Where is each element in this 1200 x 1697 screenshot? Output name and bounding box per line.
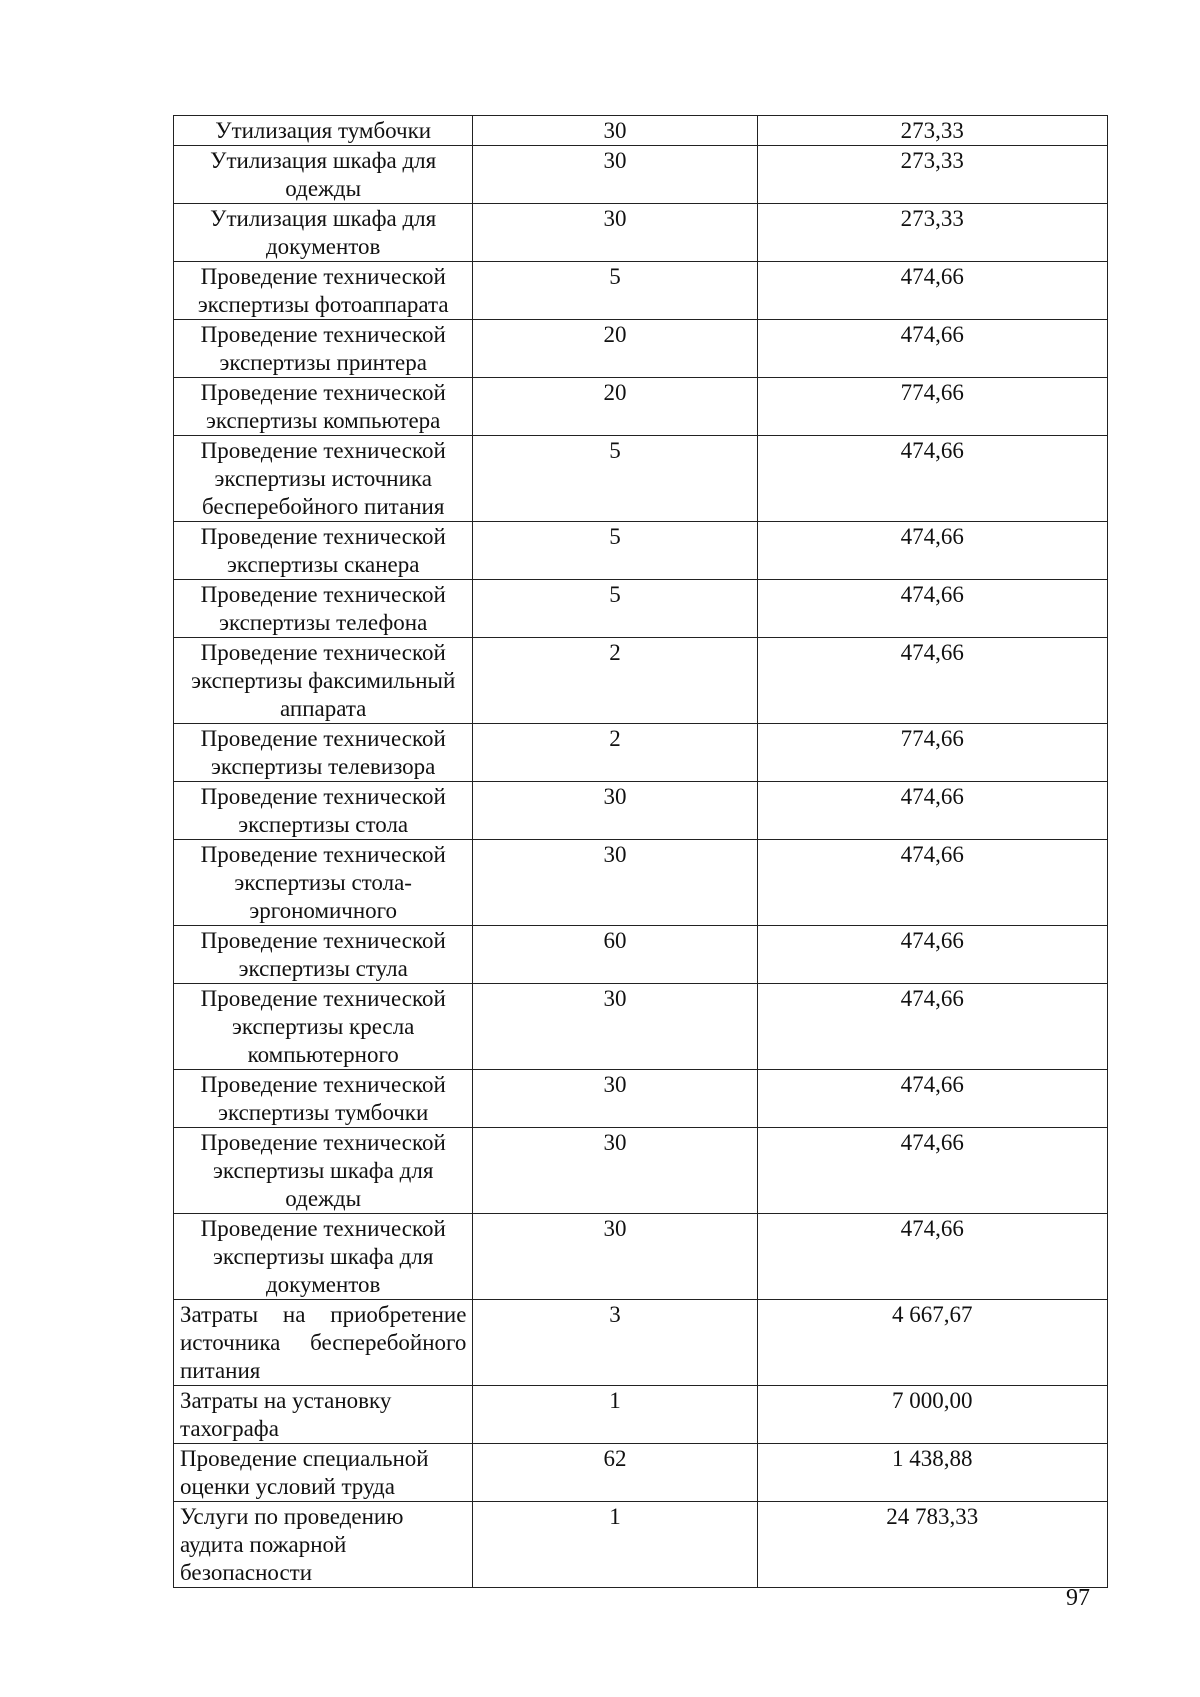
quantity-cell: 2: [473, 724, 757, 782]
table-row: [174, 436, 1108, 522]
page-number: 97: [1066, 1585, 1090, 1611]
item-name-cell: Проведение технической экспертизы шкафа для документов: [174, 1214, 473, 1300]
item-name-cell: Проведение технической экспертизы шкафа для одежды: [174, 1128, 473, 1214]
table-row: [174, 1214, 1108, 1300]
item-name-cell: Затраты на установку тахографа: [174, 1386, 473, 1444]
quantity-cell: 30: [473, 146, 757, 204]
table-row: [174, 1128, 1108, 1214]
quantity-cell: 1: [473, 1502, 757, 1588]
quantity-cell: 3: [473, 1300, 757, 1386]
item-name-cell: Проведение технической экспертизы факсимильный аппарата: [174, 638, 473, 724]
table-row: [174, 522, 1108, 580]
amount-cell: 474,66: [757, 522, 1107, 580]
table-row: [174, 1502, 1108, 1588]
item-name-cell: Проведение технической экспертизы тумбочки: [174, 1070, 473, 1128]
quantity-cell: 30: [473, 984, 757, 1070]
item-name-cell: Затраты на приобретение источника бесперебойного питания: [174, 1300, 473, 1386]
item-name-cell: Проведение технической экспертизы источника бесперебойного питания: [174, 436, 473, 522]
amount-cell: 273,33: [757, 116, 1107, 146]
table-row: [174, 580, 1108, 638]
amount-cell: 273,33: [757, 146, 1107, 204]
amount-cell: 774,66: [757, 724, 1107, 782]
quantity-cell: 5: [473, 580, 757, 638]
table-row: [174, 1070, 1108, 1128]
table-row: [174, 1386, 1108, 1444]
amount-cell: 474,66: [757, 984, 1107, 1070]
amount-cell: 273,33: [757, 204, 1107, 262]
quantity-cell: 30: [473, 204, 757, 262]
amount-cell: 474,66: [757, 840, 1107, 926]
table-row: [174, 1444, 1108, 1502]
amount-cell: 474,66: [757, 638, 1107, 724]
item-name-cell: Проведение технической экспертизы принтера: [174, 320, 473, 378]
table-row: [174, 378, 1108, 436]
item-name-cell: Проведение технической экспертизы кресла компьютерного: [174, 984, 473, 1070]
amount-cell: 474,66: [757, 320, 1107, 378]
table-row: [174, 984, 1108, 1070]
table-row: [174, 926, 1108, 984]
quantity-cell: 5: [473, 522, 757, 580]
item-name-cell: Услуги по проведению аудита пожарной безопасности: [174, 1502, 473, 1588]
cost-table: [173, 115, 1108, 1588]
table-row: [174, 116, 1108, 146]
table-row: [174, 840, 1108, 926]
amount-cell: 474,66: [757, 1214, 1107, 1300]
item-name-cell: Утилизация шкафа для документов: [174, 204, 473, 262]
quantity-cell: 30: [473, 1214, 757, 1300]
item-name-cell: Утилизация тумбочки: [174, 116, 473, 146]
item-name-cell: Проведение технической экспертизы фотоаппарата: [174, 262, 473, 320]
quantity-cell: 60: [473, 926, 757, 984]
item-name-cell: Проведение технической экспертизы компьютера: [174, 378, 473, 436]
quantity-cell: 5: [473, 262, 757, 320]
amount-cell: 774,66: [757, 378, 1107, 436]
item-name-cell: Проведение технической экспертизы стола: [174, 782, 473, 840]
amount-cell: 1 438,88: [757, 1444, 1107, 1502]
quantity-cell: 30: [473, 1128, 757, 1214]
quantity-cell: 1: [473, 1386, 757, 1444]
item-name-cell: Проведение технической экспертизы телефона: [174, 580, 473, 638]
amount-cell: 24 783,33: [757, 1502, 1107, 1588]
amount-cell: 474,66: [757, 782, 1107, 840]
table-row: [174, 146, 1108, 204]
item-name-cell: Проведение специальной оценки условий труда: [174, 1444, 473, 1502]
quantity-cell: 30: [473, 840, 757, 926]
quantity-cell: 20: [473, 378, 757, 436]
quantity-cell: 2: [473, 638, 757, 724]
table-row: [174, 724, 1108, 782]
amount-cell: 4 667,67: [757, 1300, 1107, 1386]
quantity-cell: 5: [473, 436, 757, 522]
item-name-cell: Проведение технической экспертизы телевизора: [174, 724, 473, 782]
amount-cell: 474,66: [757, 580, 1107, 638]
amount-cell: 474,66: [757, 1128, 1107, 1214]
item-name-cell: Проведение технической экспертизы стола-эргономичного: [174, 840, 473, 926]
item-name-cell: Проведение технической экспертизы стула: [174, 926, 473, 984]
table-row: [174, 262, 1108, 320]
item-name-cell: Проведение технической экспертизы сканера: [174, 522, 473, 580]
quantity-cell: 30: [473, 116, 757, 146]
table-row: [174, 638, 1108, 724]
quantity-cell: 62: [473, 1444, 757, 1502]
quantity-cell: 30: [473, 782, 757, 840]
table-row: [174, 1300, 1108, 1386]
amount-cell: 474,66: [757, 262, 1107, 320]
amount-cell: 7 000,00: [757, 1386, 1107, 1444]
item-name-cell: Утилизация шкафа для одежды: [174, 146, 473, 204]
amount-cell: 474,66: [757, 1070, 1107, 1128]
table-row: [174, 320, 1108, 378]
amount-cell: 474,66: [757, 926, 1107, 984]
amount-cell: 474,66: [757, 436, 1107, 522]
table-row: [174, 204, 1108, 262]
table-row: [174, 782, 1108, 840]
quantity-cell: 30: [473, 1070, 757, 1128]
quantity-cell: 20: [473, 320, 757, 378]
